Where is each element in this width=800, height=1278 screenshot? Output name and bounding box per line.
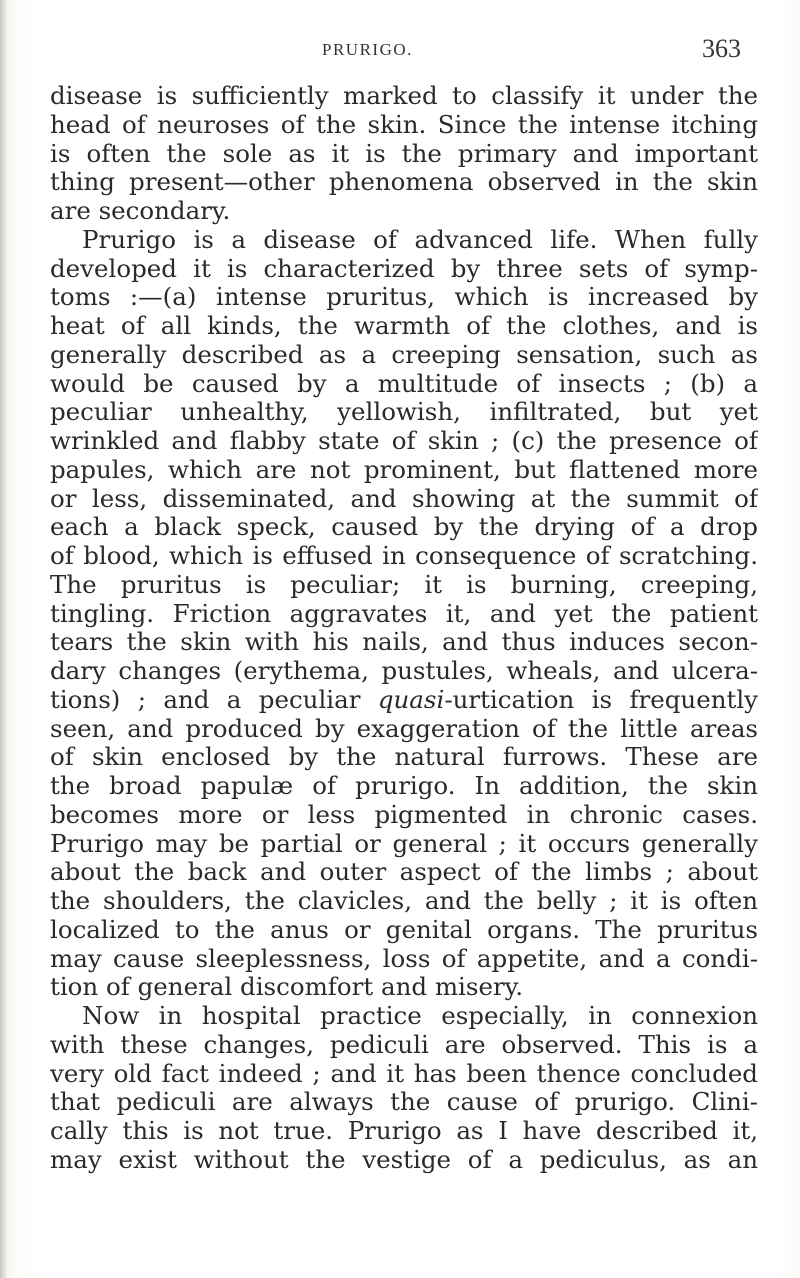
text-line: is often the sole as it is the primary and important bbox=[50, 139, 758, 168]
text-line: the broad papulæ of prurigo. In addition, the skin bbox=[50, 772, 758, 800]
text-line: Prurigo may be partial or general ; it occurs generally bbox=[50, 829, 758, 858]
text-line: tears the skin with his nails, and thus induces secon- bbox=[50, 628, 758, 657]
text-line: Now in hospital practice especially, in connexion bbox=[82, 1002, 758, 1030]
text-line: developed it is characterized by three sets of symp- bbox=[50, 254, 758, 283]
text-line: tingling. Friction aggravates it, and yet the patient bbox=[50, 599, 758, 628]
text-line: each a black speck, caused by the drying of a drop bbox=[50, 513, 758, 542]
text-line: tion of general discomfort and misery. bbox=[50, 973, 524, 1002]
text-line: generally described as a creeping sensation, such as bbox=[50, 340, 758, 369]
text-line: would be caused by a multitude of insects ; (b) a bbox=[50, 369, 758, 398]
text-line: dary changes (erythema, pustules, wheals, and ulcera- bbox=[50, 657, 758, 685]
text-line: The pruritus is peculiar; it is burning, creeping, bbox=[50, 570, 758, 599]
text-line: about the back and outer aspect of the limbs ; about bbox=[50, 858, 758, 887]
page-gutter-shadow bbox=[0, 0, 6, 1278]
text-line: seen, and produced by exaggeration of the little areas bbox=[50, 714, 758, 743]
page-header bbox=[0, 34, 800, 70]
text-line: head of neuroses of the skin. Since the intense itching bbox=[50, 110, 758, 139]
text-line: becomes more or less pigmented in chronic cases. bbox=[50, 800, 758, 829]
text-line: heat of all kinds, the warmth of the clothes, and is bbox=[50, 312, 758, 340]
text-line: of skin enclosed by the natural furrows. These are bbox=[50, 743, 758, 772]
text-line: disease is sufficiently marked to classify it under the bbox=[50, 82, 758, 110]
text-line: are secondary. bbox=[50, 197, 231, 225]
text-line: thing present—other phenomena observed in the skin bbox=[50, 168, 758, 197]
running-head: PRURIGO. bbox=[322, 40, 413, 59]
text-line: with these changes, pediculi are observed. This is a bbox=[50, 1030, 758, 1059]
text-line: or less, disseminated, and showing at the summit of bbox=[50, 484, 758, 513]
text-line: the shoulders, the clavicles, and the belly ; it is often bbox=[50, 887, 758, 915]
text-line: of blood, which is effused in consequence of scratching. bbox=[50, 542, 758, 570]
text-line: cally this is not true. Prurigo as I have described it, bbox=[50, 1117, 758, 1145]
text-line: papules, which are not prominent, but flattened more bbox=[50, 455, 758, 484]
text-line: may cause sleeplessness, loss of appetite, and a condi- bbox=[50, 944, 758, 973]
text-line: Prurigo is a disease of advanced life. When fully bbox=[82, 225, 758, 254]
text-line: toms :—(a) intense pruritus, which is increased by bbox=[50, 283, 758, 312]
text-line: very old fact indeed ; and it has been thence concluded bbox=[50, 1059, 758, 1088]
text-line: wrinkled and flabby state of skin ; (c) the presence of bbox=[50, 427, 758, 455]
page-number: 363 bbox=[702, 34, 741, 63]
text-line: may exist without the vestige of a pediculus, as an bbox=[50, 1145, 758, 1174]
text-line: that pediculi are always the cause of prurigo. Clini- bbox=[50, 1088, 758, 1117]
body-text bbox=[50, 82, 758, 1175]
text-line: localized to the anus or genital organs. The pruritus bbox=[50, 915, 758, 944]
italic-word: quasi bbox=[377, 685, 445, 714]
text-line: peculiar unhealthy, yellowish, infiltrated, but yet bbox=[50, 398, 758, 427]
text-line: tions) ; and a peculiar quasi-urtication is frequently bbox=[50, 685, 758, 714]
